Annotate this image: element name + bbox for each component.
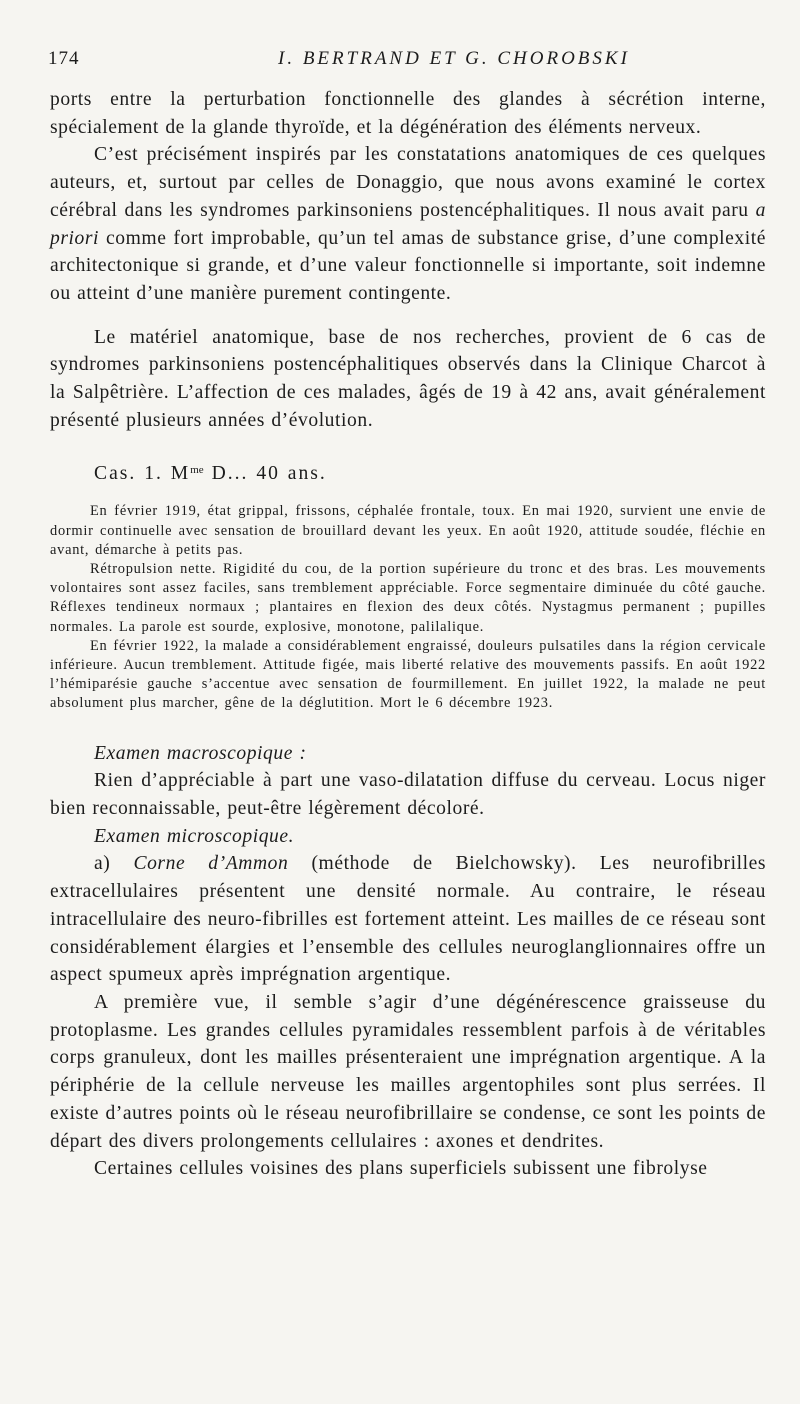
item-label: a) <box>94 853 134 875</box>
running-title: I. BERTRAND ET G. CHOROBSKI <box>278 48 630 69</box>
clinical-paragraph: Rétropulsion nette. Rigidité du cou, de la portion supérieure du tronc et des bras. Les mouvements volontaires sont assez faciles, sans tremblement appréciable. Force segmentaire diminuée du côté gauche. Réflexes tendineux normaux ; plantaires en flexion des deux côtés. Nystagmus permanent ; pupilles normales. La parole est sourde, explosive, monotone, palilalique. <box>50 561 766 635</box>
paragraph-last: Certaines cellules voisines des plans superficiels subissent une fibrolyse <box>94 1158 708 1180</box>
paragraph-donaggio <box>50 141 766 307</box>
clinical-history <box>50 502 766 713</box>
paragraph-corne-ammon <box>50 850 766 989</box>
spacer <box>50 488 766 502</box>
case-prefix: Cas. 1. M <box>94 463 191 485</box>
clinical-paragraph: En février 1922, la malade a considérablement engraissé, douleurs pulsatiles dans la région cervicale inférieure. Aucun tremblement. Attitude figée, mais liberté relative des mouvements passifs. En août 1922 l’hémiparésie gauche s’accentue avec sensation de fourmillement. En juillet 1922, la malade ne peut absolument plus marcher, gêne de la déglutition. Mort le 6 décembre 1923. <box>50 637 766 712</box>
paragraph-continuation: ports entre la perturbation fonctionnelle des glandes à sécrétion interne, spécialement de la glande thyroïde, et la dégénération des éléments nerveux. <box>50 89 766 138</box>
paragraph-text: comme fort improbable, qu’un tel amas de substance grise, d’une complexité architectonique si grande, et d’une valeur fonctionnelle si importante, soit indemne ou atteint d’une manière purement contingente. <box>50 227 766 304</box>
case-title <box>50 456 766 488</box>
emphasis-a-priori: a priori <box>50 199 766 249</box>
spacer <box>50 308 766 324</box>
macro-text: Rien d’appréciable à part une vaso-dilatation diffuse du cerveau. Locus niger bien reconnaissable, peut-être légèrement décoloré. <box>50 770 766 820</box>
running-header <box>48 48 764 76</box>
page-number: 174 <box>48 48 80 69</box>
emphasis-corne-ammon: Corne d’Ammon <box>133 853 289 875</box>
spacer <box>50 714 766 740</box>
macro-heading: Examen macroscopique : <box>94 742 307 764</box>
case-suffix: D... 40 ans. <box>203 463 327 485</box>
paragraph-text: C’est précisément inspirés par les constatations anatomiques de ces quelques auteurs, et, surtout par celles de Donaggio, que nous avons examiné le cortex cérébral dans les syndromes parkinsoniens postencéphalitiques. Il nous avait paru <box>50 144 766 221</box>
micro-heading: Examen microscopique. <box>94 825 295 847</box>
clinical-paragraph: En février 1919, état grippal, frissons, céphalée frontale, toux. En mai 1920, survient une envie de dormir continuelle avec sensation de brouillard devant les yeux. En août 1920, attitude soudée, fléchie en avant, démarche à petits pas. <box>50 503 766 558</box>
case-superscript: me <box>190 464 204 477</box>
spacer <box>50 434 766 456</box>
paragraph-materiel: Le matériel anatomique, base de nos recherches, provient de 6 cas de syndromes parkinsoniens postencéphalitiques observés dans la Clinique Charcot à la Salpêtrière. L’affection de ces malades, âgés de 19 à 42 ans, avait généralement présenté plusieurs années d’évolution. <box>50 326 766 431</box>
paragraph-text: (méthode de Bielchowsky). Les neurofibrilles extracellulaires présentent une densité normale. Au contraire, le réseau intracellulaire des neuro-fibrilles est fortement atteint. Les mailles de ce réseau sont considérablement élargies et l’ensemble des cellules neuroglanglionnaires offre un aspect spumeux après imprégnation argentique. <box>50 853 767 986</box>
paragraph-premiere-vue: A première vue, il semble s’agir d’une dégénérescence graisseuse du protoplasme. Les grandes cellules pyramidales ressemblent parfois à de véritables corps granuleux, dont les mailles présenteraient une imprégnation argentique. A la périphérie de la cellule nerveuse les mailles argentophiles sont plus serrées. Il existe d’autres points où le réseau neurofibrillaire se condense, ce sont les points de départ des divers prolongements cellulaires : axones et dendrites. <box>50 992 766 1152</box>
body-text <box>50 86 766 1183</box>
